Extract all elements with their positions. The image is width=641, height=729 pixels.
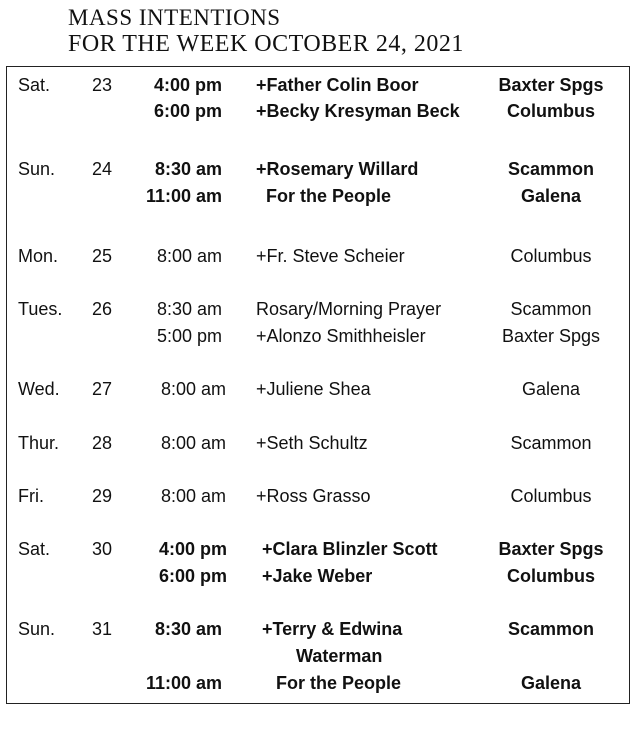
row-5-time: 8:30 am [156,299,222,319]
row-0-day: Sat. [18,75,51,95]
row-14-intention: For the People [276,673,402,693]
row-14-time: 11:00 am [145,673,222,693]
row-1-time: 6:00 pm [153,101,222,121]
row-10-time: 4:00 pm [158,539,227,559]
row-3-time: 11:00 am [145,186,222,206]
row-3-location: Galena [520,186,582,206]
row-3-intention: For the People [266,186,392,206]
row-4-date: 25 [92,246,113,266]
row-4-time: 8:00 am [156,246,222,266]
row-2-date: 24 [92,159,113,179]
row-12-location: Scammon [507,619,595,639]
row-0-intention: +Father Colin Boor [256,75,419,95]
row-8-location: Scammon [510,433,592,453]
row-13-intention: Waterman [296,646,383,666]
row-1-intention: +Becky Kresyman Beck [256,101,460,121]
row-5-day: Tues. [18,299,63,319]
row-0-time: 4:00 pm [153,75,222,95]
row-10-location: Baxter Spgs [498,539,604,559]
row-4-day: Mon. [18,246,59,266]
row-1-location: Columbus [507,101,595,121]
row-4-location: Columbus [510,246,592,266]
row-5-date: 26 [92,299,113,319]
row-8-time: 8:00 am [160,433,226,453]
row-14-location: Galena [520,673,582,693]
row-12-time: 8:30 am [154,619,222,639]
row-8-date: 28 [92,433,113,453]
row-7-location: Galena [521,379,581,399]
row-6-time: 5:00 pm [156,326,222,346]
row-11-location: Columbus [507,566,595,586]
row-0-date: 23 [92,75,113,95]
row-10-day: Sat. [18,539,51,559]
row-10-intention: +Clara Blinzler Scott [262,539,438,559]
title-line-2: FOR THE WEEK OCTOBER 24, 2021 [68,31,464,57]
row-4-intention: +Fr. Steve Scheier [256,246,405,266]
row-7-date: 27 [92,379,113,399]
row-0-location: Baxter Spgs [498,75,604,95]
row-8-intention: +Seth Schultz [256,433,368,453]
row-9-date: 29 [92,486,113,506]
row-9-intention: +Ross Grasso [256,486,371,506]
title-line-1: MASS INTENTIONS [68,5,281,30]
row-12-intention: +Terry & Edwina [262,619,403,639]
row-2-intention: +Rosemary Willard [256,159,419,179]
row-2-time: 8:30 am [154,159,222,179]
row-12-date: 31 [92,619,113,639]
row-12-day: Sun. [18,619,56,639]
row-11-intention: +Jake Weber [262,566,373,586]
row-6-intention: +Alonzo Smithheisler [256,326,426,346]
row-9-location: Columbus [510,486,592,506]
row-7-time: 8:00 am [160,379,226,399]
row-5-location: Scammon [510,299,592,319]
row-8-day: Thur. [18,433,60,453]
row-7-day: Wed. [18,379,60,399]
row-2-location: Scammon [507,159,595,179]
row-7-intention: +Juliene Shea [256,379,371,399]
row-9-day: Fri. [18,486,44,506]
row-9-time: 8:00 am [160,486,226,506]
row-2-day: Sun. [18,159,56,179]
row-6-location: Baxter Spgs [501,326,601,346]
row-11-time: 6:00 pm [158,566,227,586]
row-5-intention: Rosary/Morning Prayer [256,299,442,319]
row-10-date: 30 [92,539,113,559]
